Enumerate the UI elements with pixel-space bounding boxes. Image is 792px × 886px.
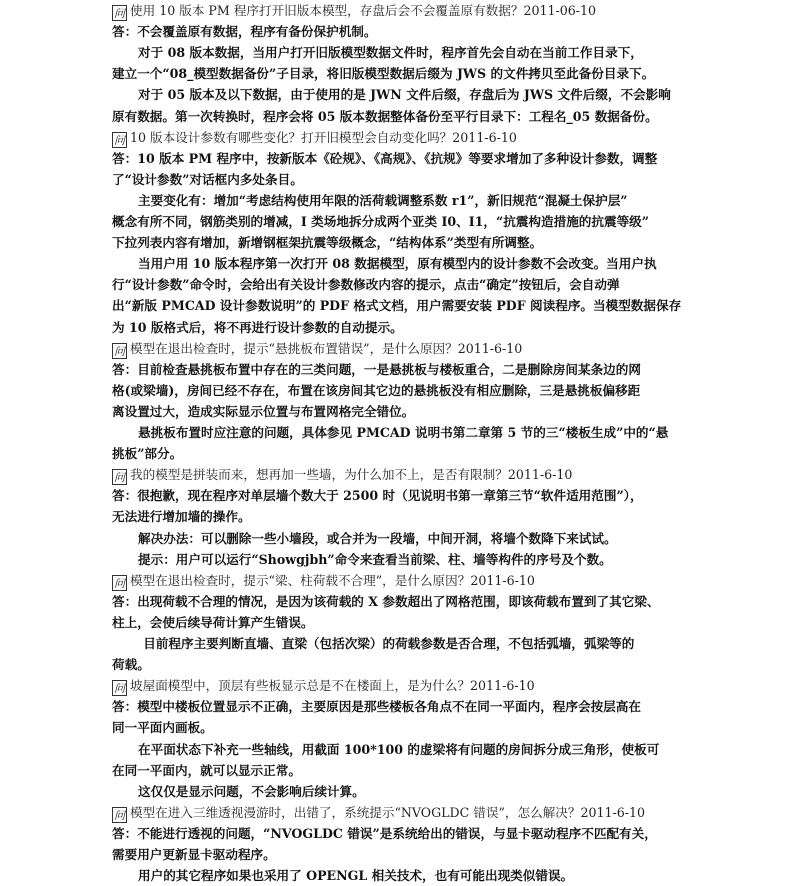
- line-text: 格(或梁墙)，房间已经不存在，布置在该房间其它边的悬挑板没有相应删除，三是悬挑板偏移距: [112, 382, 641, 398]
- line-text: 荷载。: [112, 657, 150, 673]
- body-line: [138, 84, 671, 105]
- body-line: [138, 253, 657, 274]
- line-text: 离设置过大，造成实际显示位置与布置网格完全错位。: [112, 403, 415, 419]
- answer-line: [112, 485, 643, 506]
- body-line: [112, 63, 654, 84]
- line-text: 答：很抱歉，现在程序对单层墙个数大于 2500 时（见说明书第一章第三节“软件适用范围”），: [112, 488, 643, 504]
- body-line: [138, 739, 659, 760]
- question-line: [112, 570, 535, 591]
- line-text: 了“设计参数”对话框内多处条目。: [112, 171, 303, 187]
- body-line: [112, 443, 182, 464]
- line-text: 建立一个“08_模型数据备份”子目录，将旧版模型数据后缀为 JWS 的文件拷贝至此备份目录下。: [112, 66, 655, 82]
- line-text: 这仅仅是显示问题，不会影响后续计算。: [138, 783, 365, 799]
- body-line: [112, 232, 542, 253]
- answer-line: [112, 591, 659, 612]
- body-line: [138, 549, 612, 570]
- line-text: 在同一平面内，就可以显示正常。: [112, 762, 301, 778]
- line-text: 10 版本设计参数有哪些变化？打开旧模型会自动变化吗？2011-6-10: [130, 129, 517, 145]
- line-text: 答：目前检查悬挑板布置中存在的三类问题，一是悬挑板与楼板重合，二是删除房间某条边的网: [112, 361, 641, 377]
- line-text: 需要用户更新显卡驱动程序。: [112, 847, 276, 862]
- body-line: [112, 274, 620, 295]
- question-line: [112, 127, 517, 148]
- question-marker-icon: 问: [114, 344, 125, 358]
- question-line: [112, 675, 535, 696]
- body-line: [138, 865, 573, 886]
- line-text: 模型在退出检查时，提示“梁、柱荷载不合理”，是什么原因？2011-6-10: [130, 572, 535, 588]
- question-line: [112, 464, 572, 485]
- question-marker-icon: 问: [114, 576, 125, 590]
- line-text: 用户的其它程序如果也采用了 OPENGL 相关技术，也有可能出现类似错误。: [138, 868, 574, 884]
- line-text: 下拉列表内容有增加，新增钢框架抗震等级概念，“结构体系”类型有所调整。: [112, 235, 543, 251]
- body-line: [112, 401, 414, 422]
- body-line: [112, 106, 658, 127]
- line-text: 答：出现荷载不合理的情况，是因为该荷载的 X 参数超出了网格范围，即该荷载布置到了其它梁、: [112, 593, 660, 609]
- question-marker-icon: 问: [114, 133, 125, 147]
- answer-line: [112, 21, 376, 42]
- question-marker-icon: 问: [114, 7, 125, 20]
- body-line: [112, 317, 403, 338]
- body-line: [112, 295, 681, 316]
- line-text: 坡屋面模型中，顶层有些板显示总是不在楼面上，是为什么？2011-6-10: [130, 678, 535, 694]
- line-text: 原有数据。第一次转换时，程序会将 05 版本数据整体备份至平行目录下：工程名_05 数据备份。: [112, 108, 658, 124]
- line-text: 概念有所不同，钢筋类别的增减，I 类场地拆分成两个亚类 I0、I1，“抗震构造措施的抗震等级”: [112, 214, 650, 229]
- answer-line: [112, 696, 641, 717]
- line-text: 目前程序主要判断直墙、直梁（包括次梁）的荷载参数是否合理，不包括弧墙，弧梁等的: [143, 636, 635, 651]
- body-line: [112, 717, 213, 738]
- question-line: [112, 338, 522, 359]
- body-line: [112, 506, 251, 527]
- body-line: [112, 380, 640, 401]
- body-line: [138, 781, 365, 802]
- line-text: 悬挑板布置时应注意的问题，具体参见 PMCAD 说明书第二章第 5 节的三“楼板生成”中的“悬: [138, 425, 669, 440]
- question-marker-icon: 问: [114, 682, 125, 696]
- line-text: 出“新版 PMCAD 设计参数说明”的 PDF 格式文档，用户需要安装 PDF 阅读程序。当模型数据保存: [112, 298, 682, 314]
- line-text: 当用户用 10 版本程序第一次打开 08 数据模型，原有模型内的设计参数不会改变。当用户执: [138, 256, 657, 272]
- answer-line: [112, 823, 657, 844]
- line-text: 对于 05 版本及以下数据，由于使用的是 JWN 文件后缀，存盘后为 JWS 文件后缀，不会影响: [138, 87, 671, 103]
- body-line: [112, 169, 303, 190]
- line-text: 解决办法：可以删除一些小墙段，或合并为一段墙，中间开洞，将墙个数降下来试试。: [138, 530, 617, 546]
- answer-line: [112, 148, 657, 169]
- answer-line: [112, 359, 641, 380]
- line-text: 柱上，会使后续导荷计算产生错误。: [112, 614, 314, 630]
- line-text: 为 10 版格式后，将不再进行设计参数的自动提示。: [112, 319, 403, 335]
- line-text: 答：不能进行透视的问题，“NVOGLDC 错误”是系统给出的错误，与显卡驱动程序不匹配有关，: [112, 825, 657, 841]
- line-text: 行“设计参数”命令时，会给出有关设计参数修改内容的提示，点击“确定”按钮后，会自动弹: [112, 277, 620, 293]
- line-text: 答：不会覆盖原有数据，程序有备份保护机制。: [112, 24, 377, 40]
- body-line: [138, 422, 668, 443]
- question-marker-icon: 问: [114, 808, 125, 822]
- body-line: [143, 633, 634, 654]
- body-line: [138, 190, 628, 211]
- body-line: [112, 654, 150, 675]
- line-text: 对于 08 版本数据，当用户打开旧版模型数据文件时，程序首先会自动在当前工作目录下，: [138, 45, 643, 61]
- body-line: [138, 42, 643, 63]
- body-line: [138, 528, 617, 549]
- line-text: 在平面状态下补充一些轴线，用截面 100*100 的虚梁将有问题的房间拆分成三角形，使板可: [138, 741, 660, 757]
- line-text: 答：10 版本 PM 程序中，按新版本《砼规》、《高规》、《抗规》等要求增加了多种设计参数，调整: [112, 150, 658, 166]
- line-text: 使用 10 版本 PM 程序打开旧版本模型，存盘后会不会覆盖原有数据？2011-06-10: [130, 3, 597, 18]
- line-text: 同一平面内画板。: [112, 720, 213, 736]
- line-text: 提示：用户可以运行“Showgjbh”命令来查看当前梁、柱、墙等构件的序号及个数。: [138, 551, 612, 567]
- line-text: 答：模型中楼板位置显示不正确，主要原因是那些楼板各角点不在同一平面内，程序会按层高在: [112, 699, 641, 715]
- line-text: 主要变化有：增加“考虑结构使用年限的活荷载调整系数 r1”，新旧规范“混凝土保护层”: [138, 192, 628, 208]
- body-line: [112, 612, 314, 633]
- question-marker-icon: 问: [114, 471, 125, 485]
- question-line: [112, 802, 645, 823]
- body-line: [112, 844, 276, 865]
- line-text: 我的模型是拼装而来，想再加一些墙，为什么加不上，是否有限制？2011-6-10: [130, 467, 573, 483]
- body-line: [112, 211, 649, 232]
- line-text: 挑板”部分。: [112, 446, 183, 462]
- body-line: [112, 760, 301, 781]
- line-text: 无法进行增加墙的操作。: [112, 509, 251, 525]
- line-text: 模型在退出检查时，提示“悬挑板布置错误”，是什么原因？2011-6-10: [130, 340, 523, 356]
- question-line: [112, 0, 596, 21]
- line-text: 模型在进入三维透视漫游时，出错了，系统提示“NVOGLDC 错误”，怎么解决？2011-6-10: [130, 804, 646, 820]
